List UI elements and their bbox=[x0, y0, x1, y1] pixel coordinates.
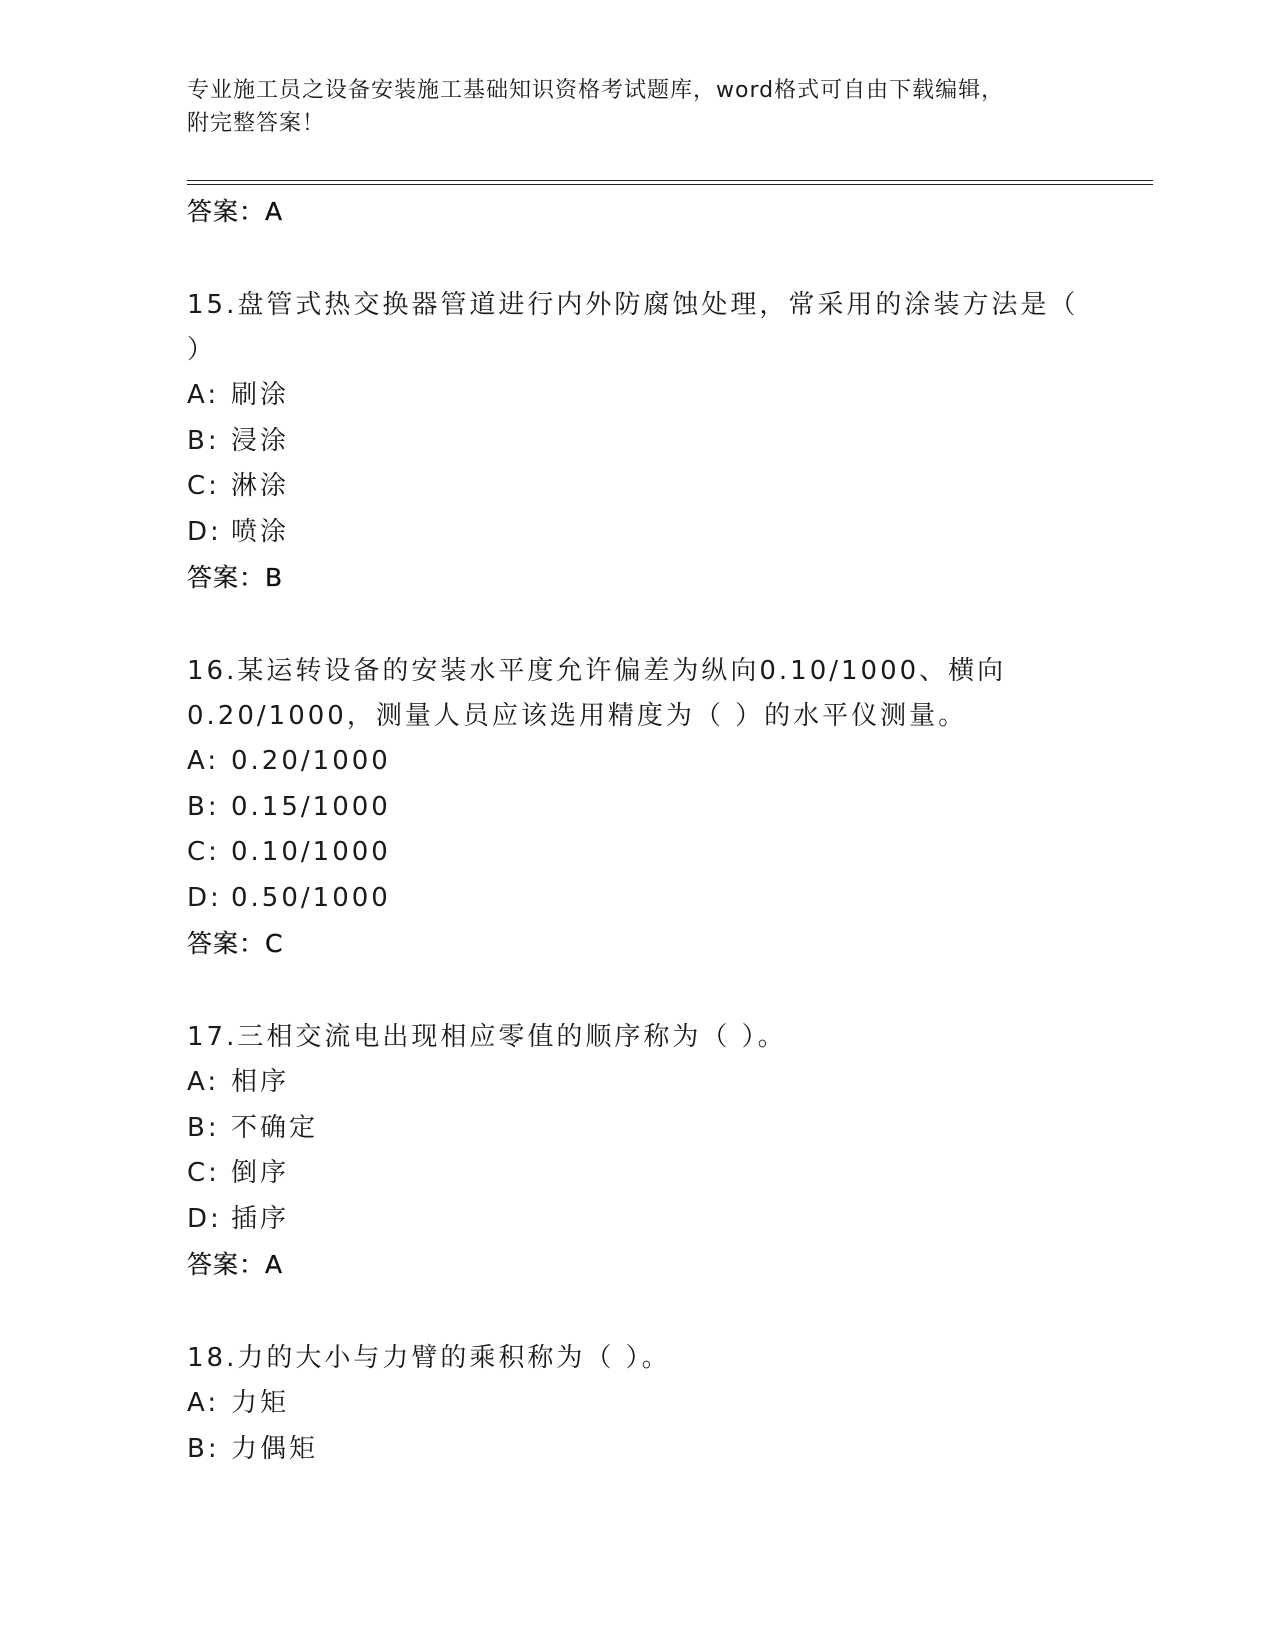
document-header bbox=[187, 74, 1087, 140]
option-b bbox=[187, 419, 1087, 465]
option-text: 0.20/1000 bbox=[231, 746, 391, 776]
answer-line bbox=[187, 189, 1087, 235]
question-stem: 16.某运转设备的安装水平度允许偏差为纵向0.10/1000、横向 bbox=[187, 656, 1007, 686]
answer-value: A bbox=[265, 197, 284, 226]
header-line-2: 附完整答案！ bbox=[187, 111, 326, 136]
question-17 bbox=[187, 1015, 1087, 1288]
option-d bbox=[187, 1197, 1087, 1243]
question-stem: 18.力的大小与力臂的乘积称为（ ）。 bbox=[187, 1343, 671, 1373]
question-stem: 15.盘管式热交换器管道进行内外防腐蚀处理，常采用的涂装方法是（ bbox=[187, 290, 1079, 320]
option-a bbox=[187, 1381, 1087, 1427]
option-letter: B: bbox=[187, 1433, 220, 1464]
option-b bbox=[187, 785, 1087, 831]
answer-line bbox=[187, 555, 1087, 601]
option-text: 倒序 bbox=[231, 1158, 290, 1188]
option-letter: D: bbox=[187, 516, 222, 547]
answer-value: B bbox=[265, 563, 284, 592]
option-a bbox=[187, 739, 1087, 785]
option-text: 不确定 bbox=[231, 1112, 319, 1143]
answer-line bbox=[187, 921, 1087, 967]
option-letter: C: bbox=[187, 1158, 220, 1188]
option-letter: B: bbox=[187, 425, 220, 456]
option-text: 0.10/1000 bbox=[231, 837, 391, 867]
question-16 bbox=[187, 649, 1087, 967]
question-stem-continued: ） bbox=[187, 335, 217, 365]
option-letter: D: bbox=[187, 882, 222, 913]
option-d bbox=[187, 510, 1087, 556]
option-c bbox=[187, 830, 1087, 876]
answer-line bbox=[187, 1242, 1087, 1288]
option-c bbox=[187, 1151, 1087, 1197]
answer-label: 答案： bbox=[187, 929, 266, 958]
question-15 bbox=[187, 283, 1087, 601]
option-text: 0.15/1000 bbox=[231, 791, 391, 822]
answer-value: C bbox=[265, 929, 284, 958]
option-text: 喷涂 bbox=[231, 516, 290, 547]
header-divider-bottom bbox=[187, 184, 1153, 185]
option-text: 刷涂 bbox=[231, 380, 290, 410]
option-text: 力矩 bbox=[231, 1388, 290, 1418]
answer-label: 答案： bbox=[187, 563, 266, 592]
option-letter: B: bbox=[187, 1112, 220, 1143]
option-letter: A: bbox=[187, 380, 220, 410]
option-letter: D: bbox=[187, 1203, 222, 1234]
option-text: 淋涂 bbox=[231, 471, 290, 501]
option-d bbox=[187, 876, 1087, 922]
option-text: 力偶矩 bbox=[231, 1433, 319, 1464]
option-c bbox=[187, 464, 1087, 510]
header-line-1: 专业施工员之设备安装施工基础知识资格考试题库，word格式可自由下载编辑， bbox=[187, 78, 1005, 103]
option-a bbox=[187, 1060, 1087, 1106]
option-text: 浸涂 bbox=[231, 425, 290, 456]
question-stem: 17.三相交流电出现相应零值的顺序称为（ ）。 bbox=[187, 1022, 787, 1052]
option-a bbox=[187, 373, 1087, 419]
option-letter: B: bbox=[187, 791, 220, 822]
answer-label: 答案： bbox=[187, 197, 266, 226]
option-letter: A: bbox=[187, 1388, 220, 1418]
answer-value: A bbox=[265, 1250, 284, 1279]
option-text: 相序 bbox=[231, 1067, 290, 1097]
header-divider-top bbox=[187, 180, 1153, 181]
question-list bbox=[187, 189, 1087, 1472]
option-letter: C: bbox=[187, 471, 220, 501]
question-18 bbox=[187, 1336, 1087, 1472]
option-b bbox=[187, 1427, 1087, 1473]
option-letter: C: bbox=[187, 837, 220, 867]
option-text: 0.50/1000 bbox=[231, 882, 391, 913]
option-text: 插序 bbox=[231, 1203, 290, 1234]
question-stem-continued: 0.20/1000，测量人员应该选用精度为（ ）的水平仪测量。 bbox=[187, 701, 968, 731]
option-b bbox=[187, 1106, 1087, 1152]
option-letter: A: bbox=[187, 746, 220, 776]
answer-label: 答案： bbox=[187, 1250, 266, 1279]
option-letter: A: bbox=[187, 1067, 220, 1097]
